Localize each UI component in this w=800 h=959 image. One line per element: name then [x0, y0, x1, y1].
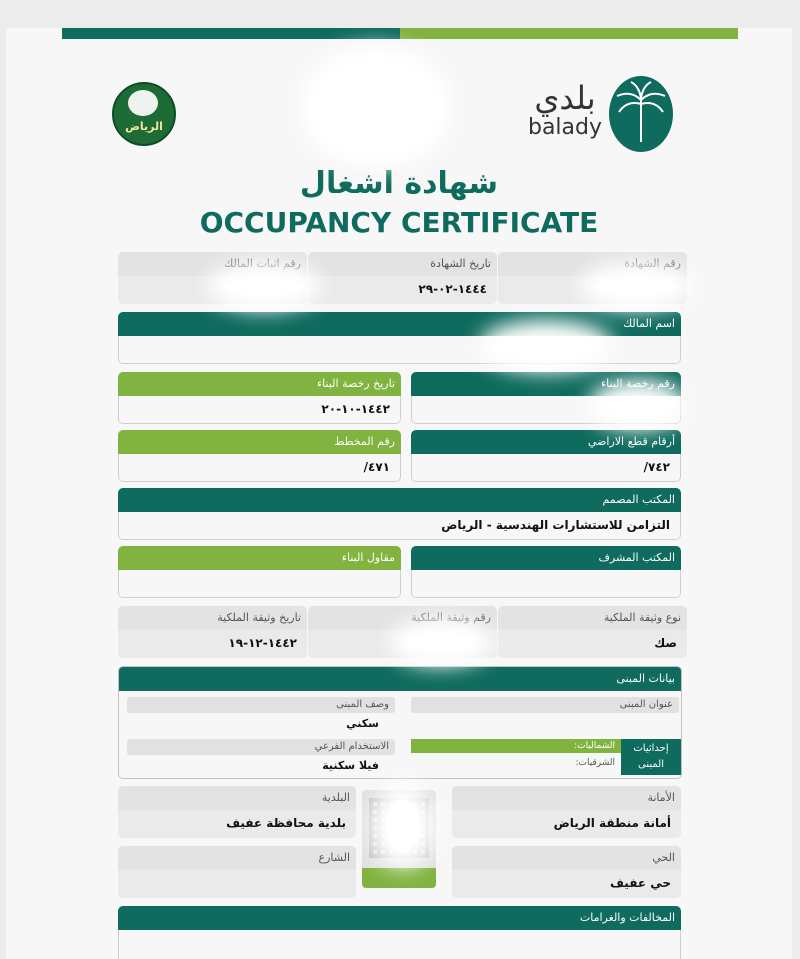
building-coordinates-box	[411, 739, 681, 775]
north-label: الشماليات:	[574, 741, 615, 751]
top-color-bar	[62, 28, 738, 39]
deed-type-field: نوع وثيقة الملكية صك	[498, 606, 687, 658]
riyadh-emblem-logo: الرياض	[112, 82, 176, 146]
redaction-blur	[606, 396, 670, 414]
redaction-blur	[224, 278, 304, 294]
building-permit-number-field: رقم رخصة البناء	[411, 372, 681, 424]
coordinates-label: إحداثيات المبنى	[621, 739, 681, 775]
amanah-field: الأمانة أمانة منطقة الرياض	[452, 786, 681, 838]
certificate-date-field: تاريخ الشهادة ١٤٤٤-٠٢-٢٩	[308, 252, 497, 304]
violations-field: المخالفات والغرامات	[118, 906, 681, 959]
owner-name-field: اسم المالك	[118, 312, 681, 364]
plan-number-field: رقم المخطط ٤٧١/	[118, 430, 401, 482]
owner-id-field: رقم اثبات المالك	[118, 252, 307, 304]
building-description-value: سكني	[346, 717, 379, 730]
building-permit-date-field: تاريخ رخصة البناء ١٤٤٢-١٠-٢٠	[118, 372, 401, 424]
redaction-blur	[596, 278, 676, 294]
deed-number-field: رقم وثيقة الملكية	[308, 606, 497, 658]
plot-numbers-field: أرقام قطع الاراضي ٧٤٢/	[411, 430, 681, 482]
certificate-page	[6, 28, 792, 959]
district-field: الحي حي عفيف	[452, 846, 681, 898]
redaction-blur	[406, 634, 476, 650]
balady-logo-english: balady	[527, 115, 603, 140]
title-arabic: شهادة اشغال	[299, 166, 499, 201]
building-address-label: عنوان المبنى	[411, 697, 679, 713]
east-label: الشرقيات:	[575, 758, 615, 768]
building-data-header: بيانات المبنى	[119, 667, 681, 691]
title-english: OCCUPANCY CERTIFICATE	[199, 206, 599, 239]
redaction-blur	[386, 800, 420, 852]
supervising-office-field: المكتب المشرف	[411, 546, 681, 598]
palm-logo-icon	[609, 76, 673, 152]
building-description-label: وصف المبنى	[127, 697, 395, 713]
building-sub-use-label: الاستخدام الفرعي	[127, 739, 395, 755]
redaction-blur	[316, 62, 436, 152]
baladiya-field: البلدية بلدية محافظة عفيف	[118, 786, 356, 838]
redaction-blur	[496, 336, 596, 356]
building-sub-use-value: فيلا سكنية	[322, 759, 379, 772]
design-office-field: المكتب المصمم التزامن للاستشارات الهندسية - الرياض	[118, 488, 681, 540]
deed-date-field: تاريخ وثيقة الملكية ١٤٤٢-١٢-١٩	[118, 606, 307, 658]
building-data-section	[118, 666, 682, 779]
balady-logo-arabic: بلدي	[534, 79, 596, 117]
building-contractor-field: مقاول البناء	[118, 546, 401, 598]
street-field: الشارع	[118, 846, 356, 898]
certificate-number-field: رقم الشهادة	[498, 252, 687, 304]
